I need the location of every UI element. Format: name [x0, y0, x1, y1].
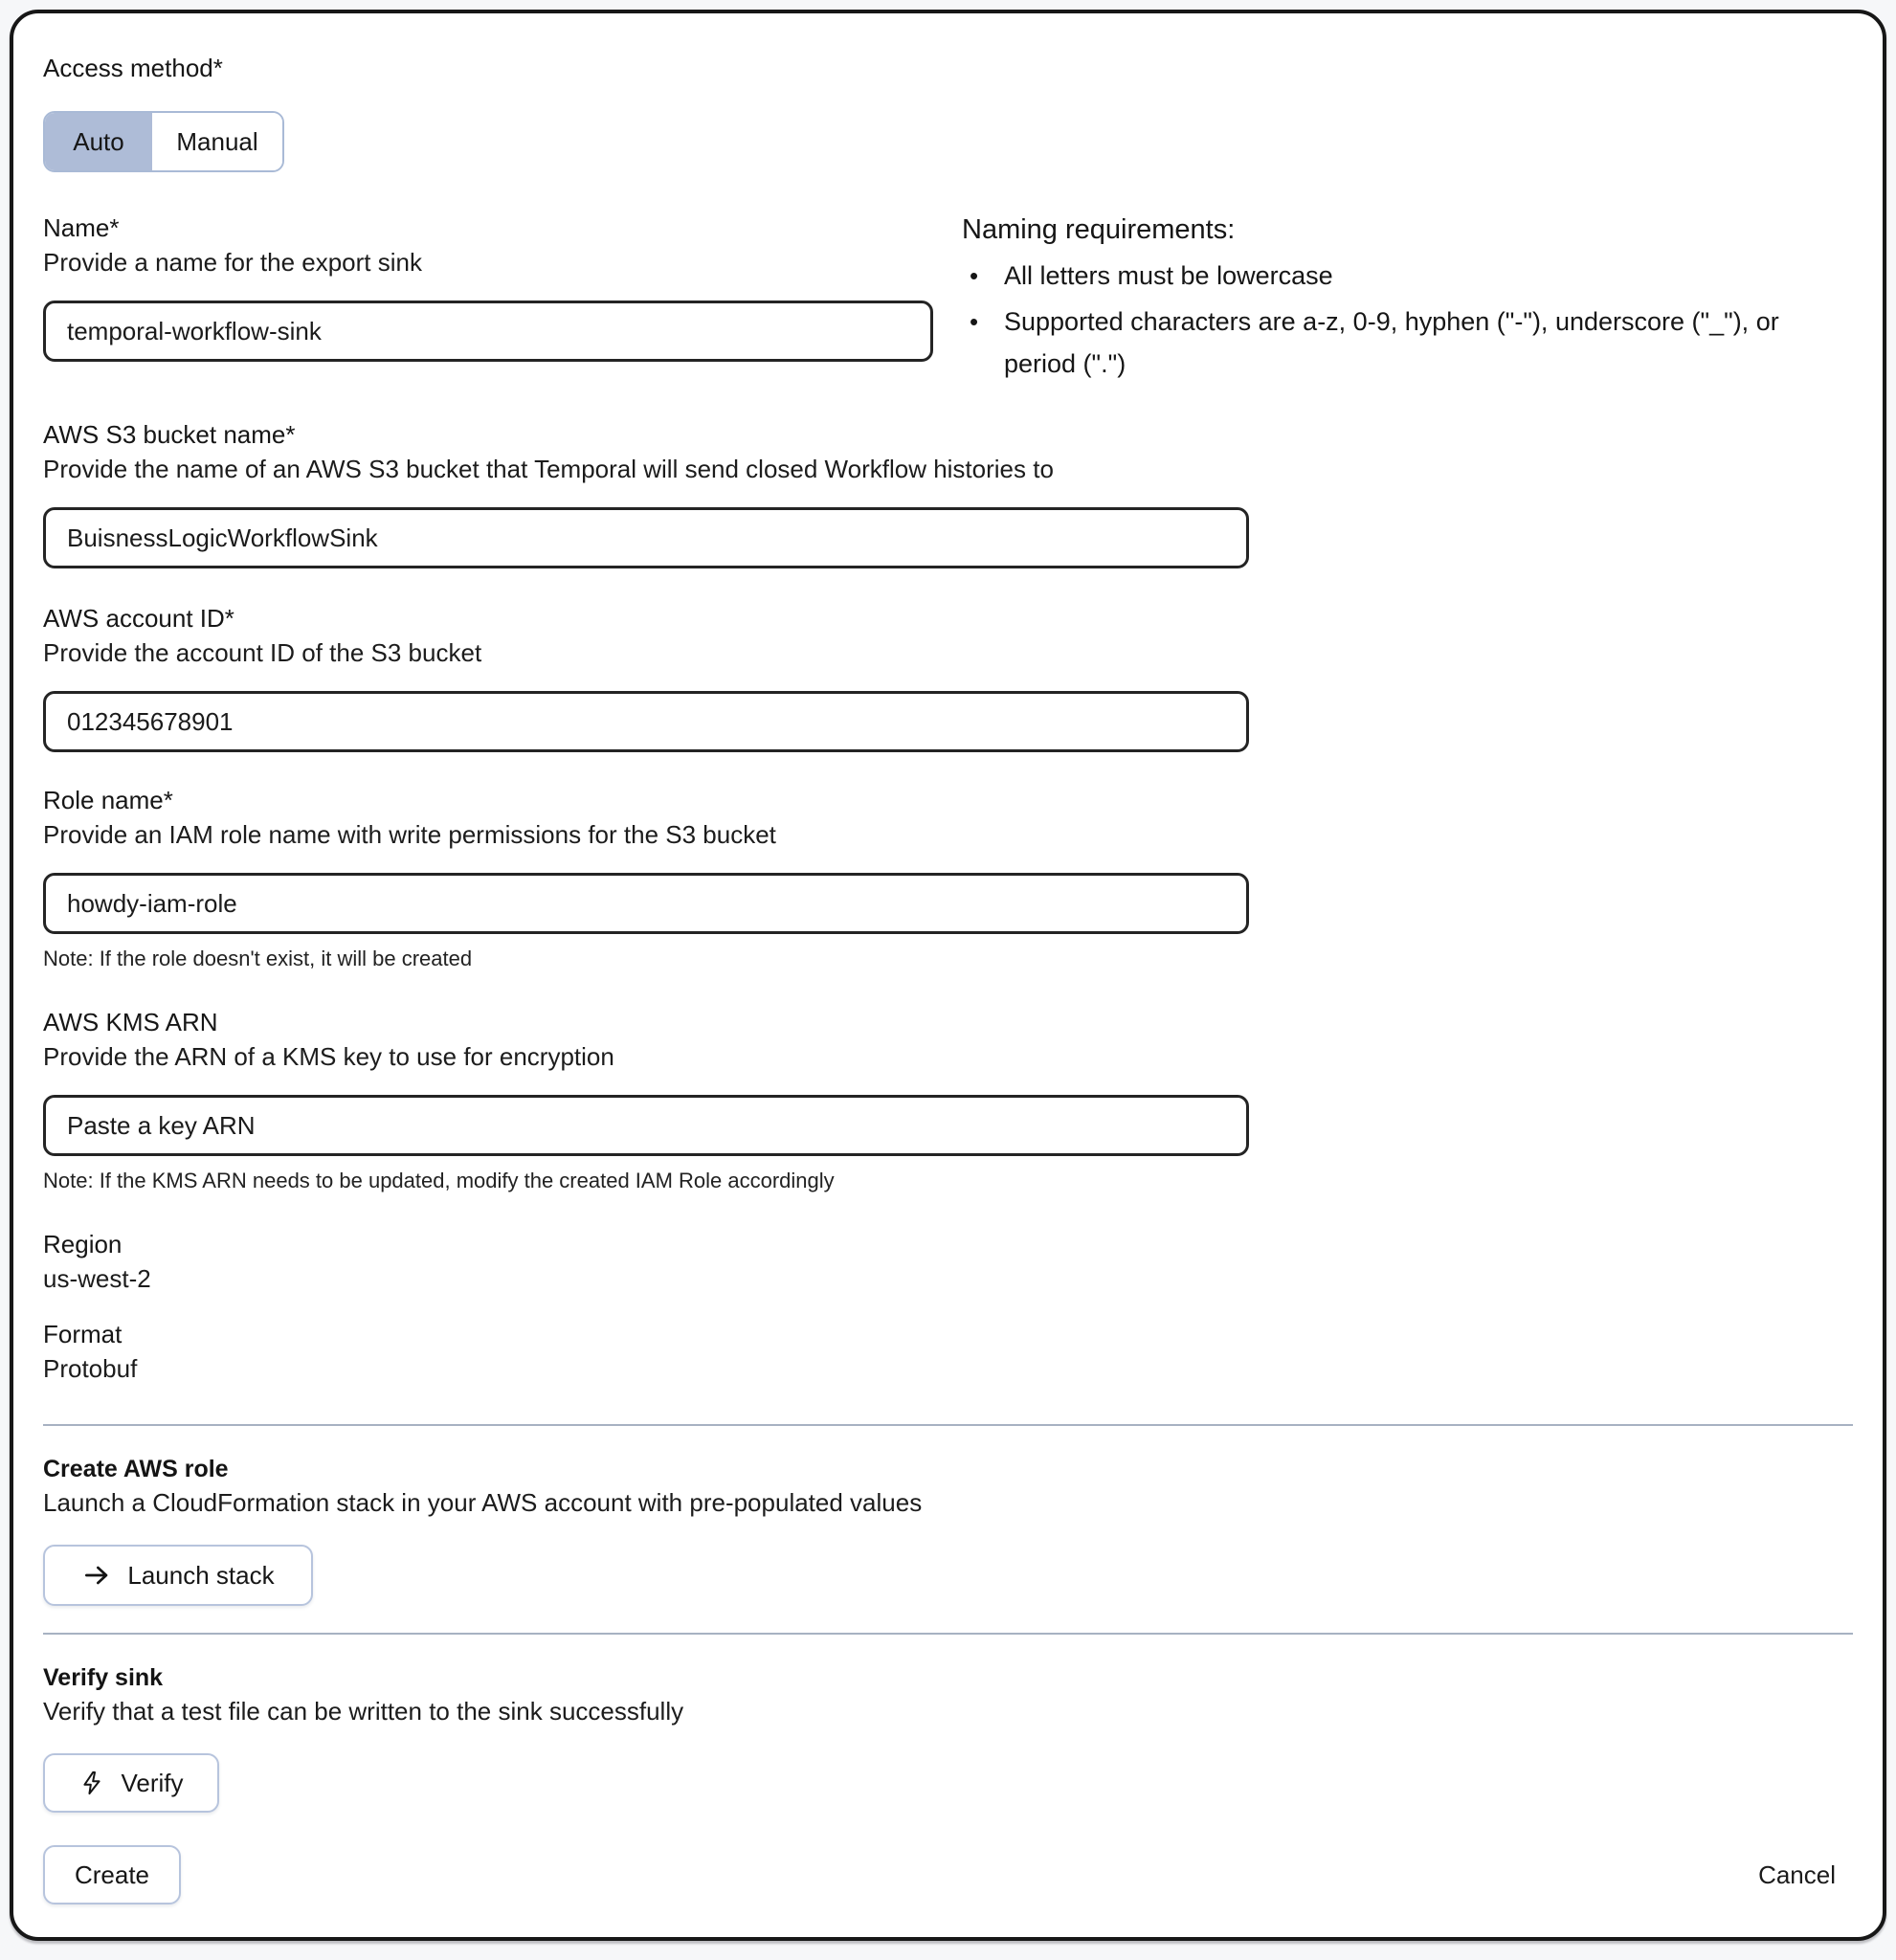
section-divider [43, 1633, 1853, 1635]
cancel-button[interactable]: Cancel [1758, 1860, 1853, 1890]
access-method-label: Access method* [43, 54, 223, 82]
bullet-icon: • [970, 307, 979, 336]
naming-requirements [962, 211, 1842, 385]
kms-arn-field-group [43, 1005, 1853, 1194]
name-and-requirements-row [43, 211, 1853, 385]
bullet-icon: • [970, 261, 979, 290]
access-method-toggle [43, 111, 284, 172]
region-readonly-group [43, 1227, 1853, 1296]
section-divider [43, 1424, 1853, 1426]
account-id-label: AWS account ID* [43, 604, 234, 633]
s3-bucket-field-group [43, 417, 1853, 568]
name-label: Name* [43, 213, 120, 242]
access-method-manual-option[interactable]: Manual [152, 113, 282, 170]
name-description: Provide a name for the export sink [43, 248, 422, 277]
kms-arn-note: Note: If the KMS ARN needs to be updated, modify the created IAM Role accordingly [43, 1169, 835, 1192]
kms-arn-input[interactable] [43, 1095, 1249, 1156]
s3-bucket-input[interactable] [43, 507, 1249, 568]
s3-bucket-description: Provide the name of an AWS S3 bucket that Temporal will send closed Workflow histories to [43, 455, 1054, 483]
region-label: Region [43, 1230, 123, 1258]
export-sink-form-panel [10, 10, 1886, 1941]
name-field-group [43, 211, 933, 362]
naming-requirements-list [962, 255, 1842, 385]
verify-button-label: Verify [121, 1768, 184, 1797]
account-id-field-group [43, 601, 1853, 752]
verify-sink-description: Verify that a test file can be written to the sink successfully [43, 1697, 684, 1726]
s3-bucket-label: AWS S3 bucket name* [43, 420, 296, 449]
naming-requirement-text: Supported characters are a-z, 0-9, hyphen ("-"), underscore ("_"), or period (".") [1004, 307, 1779, 378]
kms-arn-label: AWS KMS ARN [43, 1008, 218, 1036]
access-method-auto-option[interactable]: Auto [45, 113, 152, 170]
region-value: us-west-2 [43, 1264, 151, 1293]
verify-sink-title: Verify sink [43, 1664, 164, 1691]
list-item [962, 301, 1842, 385]
create-button[interactable] [43, 1845, 181, 1904]
launch-stack-button-label: Launch stack [127, 1560, 275, 1590]
format-label: Format [43, 1320, 123, 1348]
verify-button[interactable] [43, 1753, 219, 1813]
lightning-bolt-icon [78, 1770, 105, 1796]
role-name-input[interactable] [43, 873, 1249, 934]
role-name-field-group [43, 783, 1853, 972]
verify-sink-section [43, 1661, 1853, 1813]
create-aws-role-description: Launch a CloudFormation stack in your AWS account with pre-populated values [43, 1488, 923, 1517]
create-button-label: Create [74, 1860, 150, 1889]
naming-requirement-text: All letters must be lowercase [1004, 261, 1333, 290]
account-id-description: Provide the account ID of the S3 bucket [43, 638, 482, 667]
name-input[interactable] [43, 301, 933, 362]
launch-stack-button[interactable] [43, 1545, 313, 1606]
role-name-note: Note: If the role doesn't exist, it will be created [43, 947, 473, 970]
arrow-right-icon [81, 1560, 112, 1591]
create-aws-role-section [43, 1453, 1853, 1606]
kms-arn-description: Provide the ARN of a KMS key to use for encryption [43, 1042, 614, 1071]
account-id-input[interactable] [43, 691, 1249, 752]
role-name-label: Role name* [43, 786, 173, 814]
form-footer [43, 1845, 1853, 1904]
format-value: Protobuf [43, 1354, 138, 1383]
list-item [962, 255, 1842, 297]
role-name-description: Provide an IAM role name with write permissions for the S3 bucket [43, 820, 776, 849]
format-readonly-group [43, 1317, 1853, 1386]
create-aws-role-title: Create AWS role [43, 1456, 229, 1482]
naming-requirements-title: Naming requirements: [962, 214, 1236, 245]
